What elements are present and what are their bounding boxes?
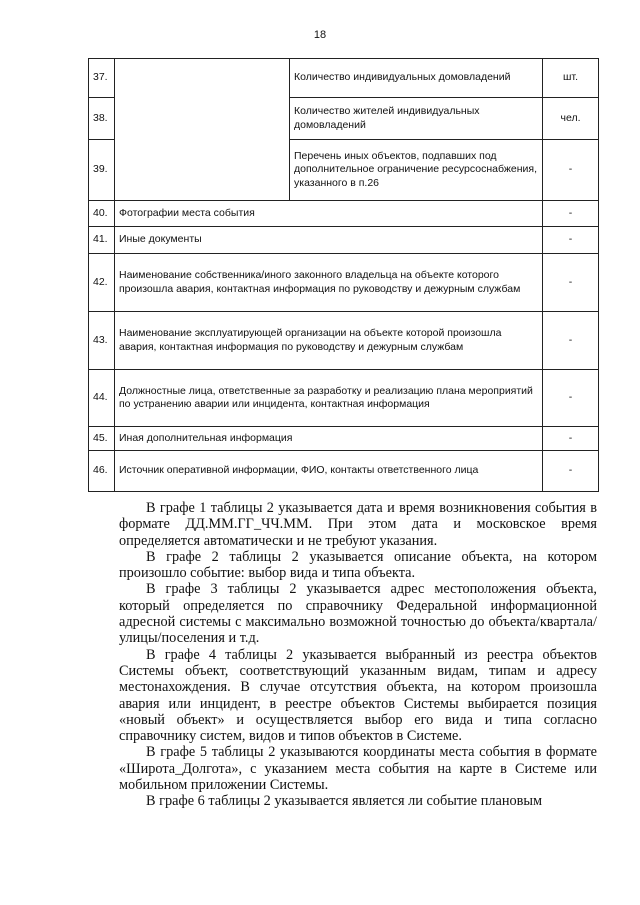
row-number: 39. xyxy=(89,140,115,201)
row-description: Наименование эксплуатирующей организации на объекте которой произошла авария, контактная информация по руководству и дежурным службам xyxy=(115,312,543,370)
row-unit: - xyxy=(543,451,599,492)
table-row xyxy=(89,370,599,427)
row-description: Перечень иных объектов, подпавших под дополнительное ограничение ресурсоснабжения, указанного в п.26 xyxy=(290,140,543,201)
row-unit: - xyxy=(543,201,599,227)
row-unit: - xyxy=(543,227,599,254)
row-description: Иная дополнительная информация xyxy=(115,427,543,451)
table-row xyxy=(89,427,599,451)
row-unit: чел. xyxy=(543,98,599,140)
data-table xyxy=(88,58,599,492)
row-number: 43. xyxy=(89,312,115,370)
row-unit: - xyxy=(543,427,599,451)
paragraph: В графе 5 таблицы 2 указываются координаты места события в формате «Широта_Долгота», с указанием места события на карте в Системе или мобильном приложении Системы. xyxy=(119,744,597,794)
row-unit: - xyxy=(543,370,599,427)
row-description: Количество индивидуальных домовладений xyxy=(290,59,543,98)
paragraph: В графе 1 таблицы 2 указывается дата и время возникновения события в формате ДД.ММ.ГГ_ЧЧ.ММ. При этом дата и московское время определяется автоматически и не требуют указания. xyxy=(119,500,597,549)
row-unit: - xyxy=(543,254,599,312)
table-row xyxy=(89,451,599,492)
page-number: 18 xyxy=(313,29,327,41)
body-text xyxy=(119,500,597,810)
paragraph: В графе 3 таблицы 2 указывается адрес местоположения объекта, который определяется по справочнику Федеральной информационной адресной системы с максимально возможной точностью до объекта/квартала/улицы/поселения и т.д. xyxy=(119,581,597,647)
row-number: 41. xyxy=(89,227,115,254)
row-number: 44. xyxy=(89,370,115,427)
row-description: Количество жителей индивидуальных домовладений xyxy=(290,98,543,140)
merged-empty-cell xyxy=(115,59,290,201)
row-number: 42. xyxy=(89,254,115,312)
row-description: Иные документы xyxy=(115,227,543,254)
row-description: Наименование собственника/иного законного владельца на объекте которого произошла авария, контактная информация по руководству и дежурным службам xyxy=(115,254,543,312)
row-unit: - xyxy=(543,312,599,370)
row-description: Источник оперативной информации, ФИО, контакты ответственного лица xyxy=(115,451,543,492)
paragraph: В графе 2 таблицы 2 указывается описание объекта, на котором произошло событие: выбор вида и типа объекта. xyxy=(119,548,597,582)
row-description: Должностные лица, ответственные за разработку и реализацию плана мероприятий по устранению аварии или инцидента, контактная информация xyxy=(115,370,543,427)
row-unit: - xyxy=(543,140,599,201)
row-number: 40. xyxy=(89,201,115,227)
row-number: 46. xyxy=(89,451,115,492)
paragraph: В графе 4 таблицы 2 указывается выбранный из реестра объектов Системы объект, соответствующий указанным видам, типам и адресу местонахождения. В случае отсутствия объекта, на котором произошла авария или инцидент, в реестре объектов Системы выбирается позиция «новый объект» и осуществляется выбор его вида и типа согласно справочнику систем, видов и типов объектов в Системе. xyxy=(119,646,597,745)
table-row xyxy=(89,59,599,98)
row-number: 45. xyxy=(89,427,115,451)
table-row xyxy=(89,312,599,370)
row-number: 37. xyxy=(89,59,115,98)
table-row xyxy=(89,201,599,227)
paragraph: В графе 6 таблицы 2 указывается является ли событие плановым xyxy=(146,793,543,810)
table-row xyxy=(89,254,599,312)
table-row xyxy=(89,227,599,254)
row-description: Фотографии места события xyxy=(115,201,543,227)
row-unit: шт. xyxy=(543,59,599,98)
row-number: 38. xyxy=(89,98,115,140)
